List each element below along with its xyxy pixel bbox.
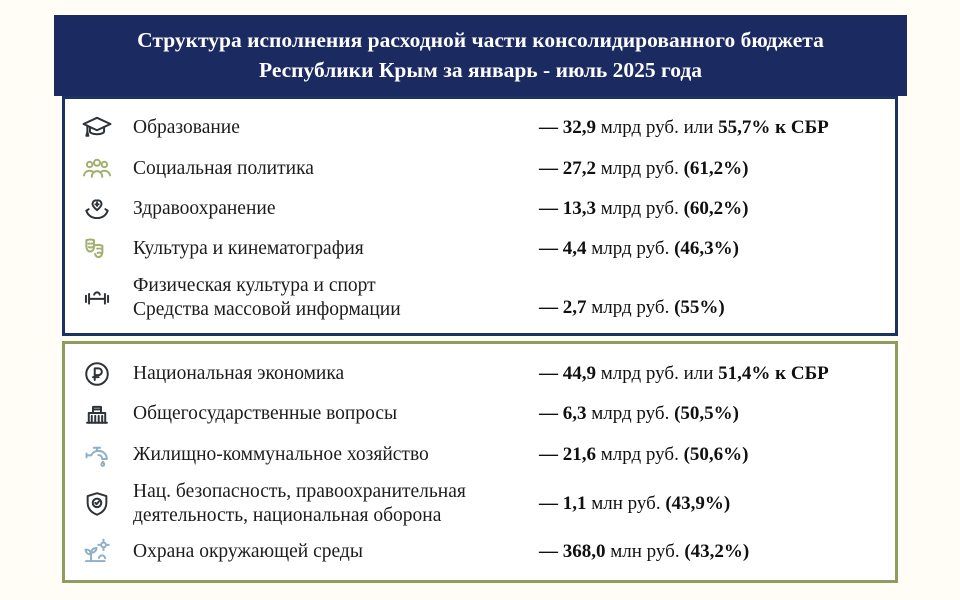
value-dash: — xyxy=(539,197,558,219)
page-title xyxy=(54,15,907,96)
healthcare-hands-heart-icon xyxy=(79,192,115,226)
row-education xyxy=(79,109,879,147)
value-amount: 13,3 xyxy=(562,197,596,219)
value-unit: млрд руб. xyxy=(600,197,679,219)
category-label: Образование xyxy=(133,117,240,139)
row-national-economy xyxy=(79,355,879,393)
row-value xyxy=(539,541,879,563)
row-state-affairs xyxy=(79,395,879,433)
value-amount: 44,9 xyxy=(562,362,596,384)
row-healthcare xyxy=(79,190,879,228)
row-value xyxy=(539,297,879,319)
category-label-line2: Средства массовой информации xyxy=(133,298,401,320)
social-spending-box xyxy=(62,96,898,336)
value-dash: — xyxy=(539,157,558,179)
row-value xyxy=(539,117,879,139)
value-amount: 2,7 xyxy=(562,296,587,318)
category-label: Здравоохранение xyxy=(133,198,276,220)
value-unit: млрд руб. xyxy=(600,443,679,465)
value-unit: млрд руб. xyxy=(591,296,670,318)
value-unit: млрд руб. xyxy=(591,403,670,425)
row-environment xyxy=(79,533,879,571)
economy-spending-box xyxy=(62,341,898,583)
value-dash: — xyxy=(539,296,558,318)
row-housing-utilities xyxy=(79,436,879,474)
value-percent: (46,3%) xyxy=(674,238,739,260)
ruble-coin-icon xyxy=(79,357,115,391)
row-value xyxy=(539,238,879,260)
category-label: Социальная политика xyxy=(133,157,314,179)
category-label: Культура и кинематография xyxy=(133,238,364,260)
value-percent: (55%) xyxy=(674,296,725,318)
row-security-defense xyxy=(79,477,879,531)
value-dash: — xyxy=(539,117,558,139)
value-unit: млн руб. xyxy=(610,541,680,563)
dumbbell-sport-icon xyxy=(79,281,115,315)
title-line-2: Республики Крым за январь - июль 2025 года xyxy=(258,58,703,83)
value-dash: — xyxy=(539,403,558,425)
category-label-line1: Физическая культура и спорт xyxy=(133,274,376,296)
value-amount: 368,0 xyxy=(562,541,606,563)
value-percent: (43,9%) xyxy=(665,492,731,514)
category-label: Национальная экономика xyxy=(133,362,345,384)
value-dash: — xyxy=(539,443,558,465)
graduation-cap-icon xyxy=(79,111,115,145)
category-label-line1: Нац. безопасность, правоохранительная xyxy=(133,480,466,502)
value-unit: млн руб. xyxy=(591,492,661,514)
title-line-1: Структура исполнения расходной части консолидированного бюджета xyxy=(137,28,824,52)
value-percent: (60,2%) xyxy=(683,197,749,219)
category-label-line2: деятельность, национальная оборона xyxy=(133,504,442,526)
value-amount: 1,1 xyxy=(562,492,587,514)
value-amount: 32,9 xyxy=(562,117,596,139)
row-value xyxy=(539,444,879,466)
value-unit: млрд руб. xyxy=(600,157,679,179)
category-label: Жилищно-коммунальное хозяйство xyxy=(133,444,429,466)
row-sport-media xyxy=(79,271,879,325)
value-amount: 6,3 xyxy=(562,403,587,425)
value-unit: млрд руб. xyxy=(591,238,670,260)
government-building-icon xyxy=(79,397,115,431)
category-label: Охрана окружающей среды xyxy=(133,541,363,563)
value-percent: 55,7% к СБР xyxy=(718,117,829,139)
value-unit: млрд руб. или xyxy=(600,362,714,384)
row-value xyxy=(539,363,879,385)
row-social-policy xyxy=(79,150,879,188)
value-dash: — xyxy=(539,238,558,260)
row-value xyxy=(539,493,879,515)
value-amount: 27,2 xyxy=(562,157,596,179)
water-faucet-icon xyxy=(79,438,115,472)
security-shield-icon xyxy=(79,487,115,521)
value-percent: 51,4% к СБР xyxy=(718,362,829,384)
value-amount: 21,6 xyxy=(562,443,596,465)
value-percent: (43,2%) xyxy=(684,541,750,563)
people-group-icon xyxy=(79,152,115,186)
row-value xyxy=(539,403,879,425)
row-value xyxy=(539,198,879,220)
value-dash: — xyxy=(539,492,558,514)
value-percent: (50,6%) xyxy=(683,443,749,465)
row-value xyxy=(539,158,879,180)
value-percent: (50,5%) xyxy=(674,403,739,425)
value-unit: млрд руб. или xyxy=(600,117,714,139)
value-percent: (61,2%) xyxy=(683,157,749,179)
environment-nature-icon xyxy=(79,535,115,569)
value-dash: — xyxy=(539,362,558,384)
value-dash: — xyxy=(539,541,558,563)
theater-masks-icon xyxy=(79,232,115,266)
row-culture xyxy=(79,230,879,268)
value-amount: 4,4 xyxy=(562,238,587,260)
category-label: Общегосударственные вопросы xyxy=(133,403,398,425)
